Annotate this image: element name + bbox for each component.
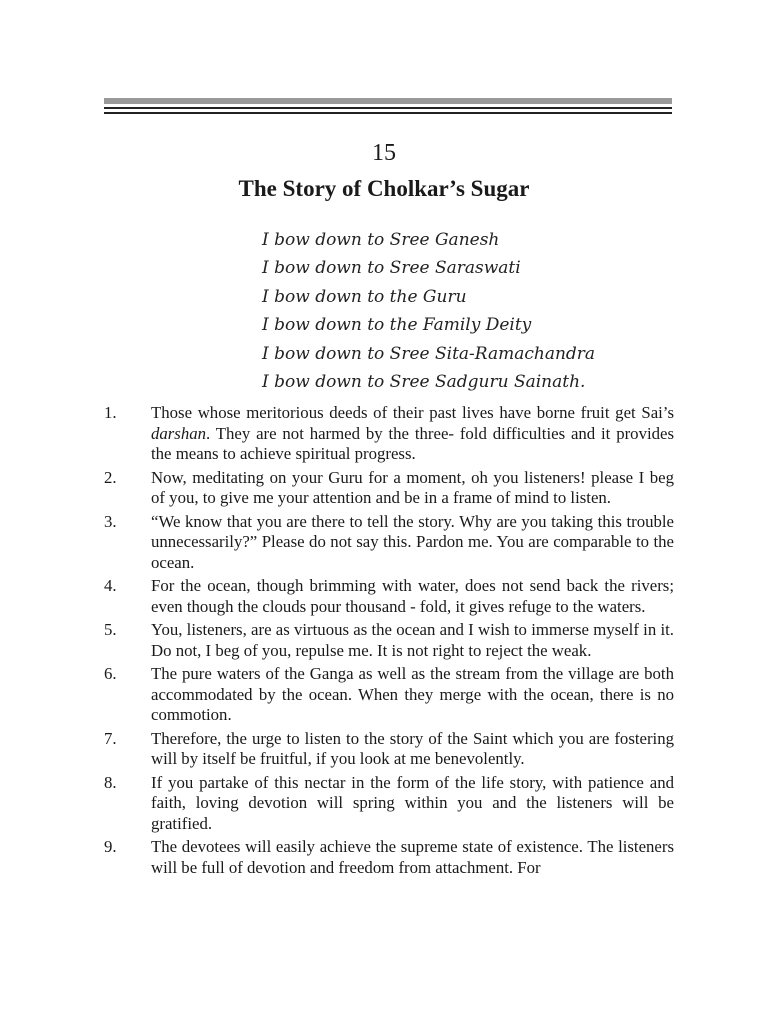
invocation-line: I bow down to Sree Sadguru Sainath. xyxy=(262,372,586,393)
verse-item xyxy=(104,729,674,770)
verse-item xyxy=(104,664,674,726)
verse-text: “We know that you are there to tell the story. Why are you taking this trouble unnecessarily?” Please do not say this. Pardon me. You are comparable to the ocean. xyxy=(151,511,674,572)
verse-text: Those whose meritorious deeds of their past lives have borne fruit get Sai’s darshan. They are not harmed by the three- fold difficulties and it provides the means to achieve spiritual progress. xyxy=(151,403,674,463)
invocation-block xyxy=(262,226,682,396)
verse-item xyxy=(104,576,674,617)
verse-item xyxy=(104,837,674,878)
verse-item xyxy=(104,773,674,835)
invocation-line: I bow down to Sree Sita-Ramachandra xyxy=(262,343,596,364)
verse-item xyxy=(104,468,674,509)
chapter-number: 15 xyxy=(372,140,396,166)
invocation-line: I bow down to the Family Deity xyxy=(262,315,532,336)
invocation-line: I bow down to Sree Saraswati xyxy=(262,258,521,279)
verse-text: The devotees will easily achieve the supreme state of existence. The listeners will be full of devotion and freedom from attachment. For xyxy=(151,837,674,877)
verse-text: If you partake of this nectar in the form of the life story, with patience and faith, loving devotion will spring within you and the listeners will be gratified. xyxy=(151,772,674,833)
verse-list xyxy=(104,403,674,881)
header-rules xyxy=(104,98,672,114)
verse-number: 1. xyxy=(104,403,117,422)
darshan-term: darshan xyxy=(151,423,207,443)
verse-number: 9. xyxy=(104,837,117,856)
verse-item xyxy=(104,620,674,661)
verse-number: 7. xyxy=(104,728,117,748)
verse-text: Therefore, the urge to listen to the story of the Saint which you are fostering will by itself be fruitful, if you look at me benevolently. xyxy=(151,728,674,768)
verse-number: 5. xyxy=(104,620,117,639)
verse-number: 2. xyxy=(104,467,117,487)
invocation-line: I bow down to Sree Ganesh xyxy=(262,230,500,250)
verse-item xyxy=(104,403,674,465)
verse-number: 6. xyxy=(104,664,117,683)
chapter-title: The Story of Cholkar’s Sugar xyxy=(238,176,530,201)
header-rule-thin xyxy=(104,107,672,109)
invocation-line: I bow down to the Guru xyxy=(262,286,467,307)
verse-number: 4. xyxy=(104,576,117,595)
verse-text: The pure waters of the Ganga as well as the stream from the village are both accommodated by the ocean. When they merge with the ocean, there is no commotion. xyxy=(151,664,674,724)
verse-number: 3. xyxy=(104,511,117,531)
verse-item xyxy=(104,512,674,574)
header-rule-thin xyxy=(104,112,672,114)
verse-number: 8. xyxy=(104,772,117,792)
header-rule-thick xyxy=(104,98,672,104)
verse-text: For the ocean, though brimming with water, does not send back the rivers; even though the clouds pour thousand - fold, it gives refuge to the waters. xyxy=(151,576,674,616)
verse-text: Now, meditating on your Guru for a moment, oh you listeners! please I beg of you, to give me your attention and be in a frame of mind to listen. xyxy=(151,467,674,507)
verse-text: You, listeners, are as virtuous as the ocean and I wish to immerse myself in it. Do not, I beg of you, repulse me. It is not right to reject the weak. xyxy=(151,620,674,660)
